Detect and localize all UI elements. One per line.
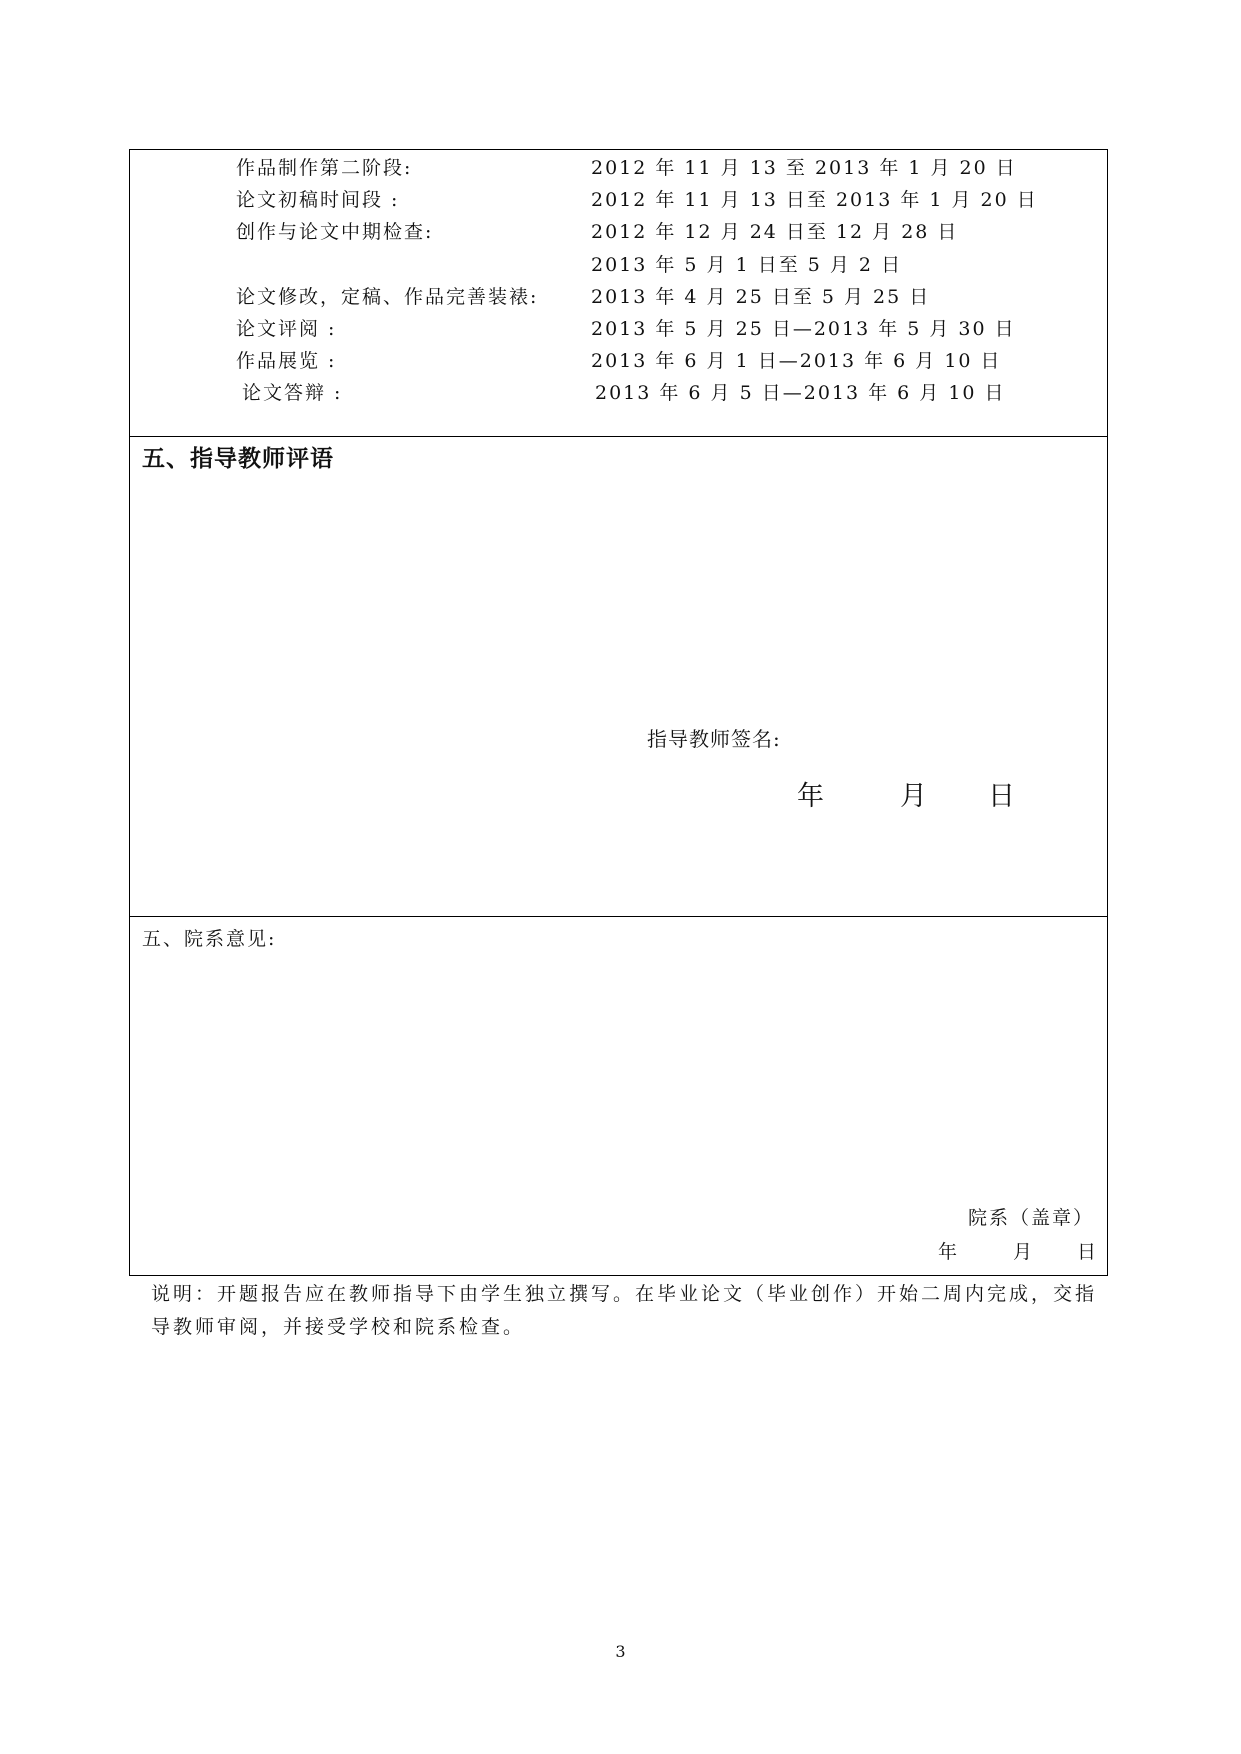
advisor-date-day: 日 (988, 781, 1015, 812)
schedule-value: 2012 年 11 月 13 日至 2013 年 1 月 20 日 (591, 189, 1038, 211)
department-opinion-title: 五、院系意见: (142, 928, 277, 950)
page-number: 3 (615, 1642, 626, 1661)
department-date-day: 日 (1077, 1241, 1097, 1263)
schedule-label: 作品制作第二阶段: (236, 157, 413, 179)
instructions-note: 说明：开题报告应在教师指导下由学生独立撰写。在毕业论文（毕业创作）开始二周内完成，交指导教师审阅，并接受学校和院系检查。 (151, 1283, 1098, 1338)
department-date-year: 年 (938, 1241, 958, 1263)
advisor-date-month: 月 (900, 781, 927, 812)
schedule-label: 作品展览 : (236, 350, 337, 372)
report-table (129, 149, 1108, 1276)
schedule-label: 论文答辩 : (242, 382, 343, 404)
schedule-label: 论文初稿时间段 : (236, 189, 400, 211)
schedule-value: 2013 年 6 月 1 日—2013 年 6 月 10 日 (591, 350, 1002, 372)
section-divider (130, 436, 1107, 437)
section-divider (130, 916, 1107, 917)
department-date-month: 月 (1013, 1241, 1033, 1263)
schedule-value: 2013 年 4 月 25 日至 5 月 25 日 (591, 286, 931, 308)
advisor-comments-title: 五、指导教师评语 (142, 446, 334, 472)
schedule-label: 论文评阅 : (236, 318, 337, 340)
advisor-signature-label: 指导教师签名: (647, 727, 781, 751)
department-seal-label: 院系（盖章） (968, 1207, 1095, 1229)
schedule-value: 2012 年 11 月 13 至 2013 年 1 月 20 日 (591, 157, 1017, 179)
advisor-date-year: 年 (797, 781, 824, 812)
schedule-label: 创作与论文中期检查: (236, 221, 434, 243)
schedule-value: 2013 年 5 月 25 日—2013 年 5 月 30 日 (591, 318, 1016, 340)
schedule-value: 2012 年 12 月 24 日至 12 月 28 日 (591, 221, 959, 243)
schedule-value: 2013 年 6 月 5 日—2013 年 6 月 10 日 (595, 382, 1006, 404)
schedule-label: 论文修改，定稿、作品完善装裱: (236, 286, 539, 308)
schedule-value: 2013 年 5 月 1 日至 5 月 2 日 (591, 254, 903, 276)
